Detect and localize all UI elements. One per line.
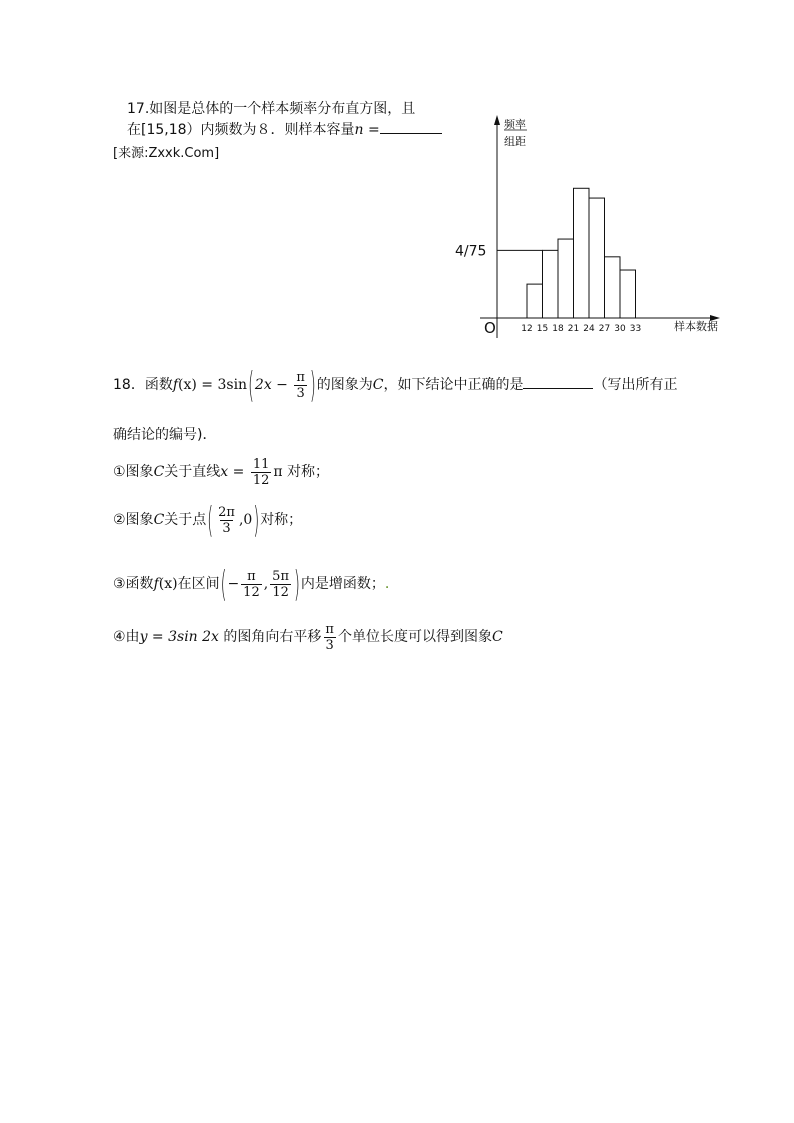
q17-line2 — [127, 119, 442, 139]
chart-layer — [455, 115, 720, 338]
item-1-pi: π — [273, 464, 283, 480]
q18-C: C — [372, 377, 384, 393]
item-1-mid: 关于直线 — [164, 464, 221, 480]
item-3-pre: ③函数 — [113, 576, 154, 592]
item-3-n2: 5π — [272, 568, 289, 584]
item-4 — [113, 617, 503, 657]
q18-line2: 确结论的编号)． — [113, 427, 217, 443]
histogram-bar — [605, 257, 621, 318]
q18-frac-den: 3 — [296, 385, 305, 401]
x-tick-label: 30 — [614, 324, 626, 334]
item-4-mid: 的图角向右平移 — [218, 629, 322, 645]
item-2-pre: ②图象 — [113, 512, 154, 528]
q18-number: 18．函数 — [113, 377, 173, 393]
item-4-C: C — [491, 629, 503, 645]
item-1-post: 对称； — [282, 464, 330, 480]
item-3-f: f — [153, 576, 159, 592]
histogram-bar — [620, 270, 636, 318]
item-3-minus: − — [227, 576, 240, 592]
item-2-num: 2π — [218, 504, 235, 520]
item-1-eq: = — [228, 464, 249, 480]
q17-equals: = — [363, 122, 380, 138]
item-3-lparen: ( — [220, 562, 227, 606]
item-3-post: 内是增函数； — [300, 576, 385, 592]
x-tick-label: 15 — [536, 324, 549, 334]
histogram-chart — [440, 105, 740, 345]
histogram-bar — [589, 198, 605, 318]
item-3-n1: π — [247, 568, 256, 584]
item-1-C: C — [153, 464, 165, 480]
q18-rparen: ) — [309, 363, 316, 407]
q17-source: [来源:Zxxk.Com] — [113, 146, 220, 161]
item-1 — [113, 452, 329, 492]
item-3-d1: 12 — [243, 584, 260, 600]
item-4-pre: ④由 — [113, 629, 140, 645]
item-2-den: 3 — [222, 520, 231, 536]
item-2-mid: 关于点 — [164, 512, 207, 528]
q18-rest: ，如下结论中正确的是 — [383, 377, 524, 393]
histogram-bar — [527, 284, 543, 318]
item-4-num: π — [325, 621, 334, 637]
item-3-dot: . — [384, 576, 390, 592]
item-1-den: 12 — [252, 472, 270, 488]
q18-after: 的图象为 — [316, 377, 373, 393]
item-3 — [113, 564, 389, 604]
item-2-C: C — [153, 512, 165, 528]
x-tick-label: 24 — [583, 324, 595, 334]
item-3-rparen: ) — [294, 562, 300, 606]
x-axis-label: 样本数据 — [674, 320, 718, 333]
q18-frac-num: π — [296, 369, 305, 385]
y-label-top: 频率 — [504, 118, 526, 131]
x-tick-label: 33 — [629, 324, 642, 334]
q18-pi-over-3 — [294, 370, 307, 401]
item-3-fx-arg: (x) — [158, 576, 178, 592]
x-tick-label: 18 — [552, 324, 564, 334]
q18-lparen: ( — [248, 363, 254, 407]
item-3-d2: 12 — [272, 584, 289, 600]
q18-tail: （写出所有正 — [593, 377, 678, 393]
x-tick-label: 21 — [567, 324, 580, 334]
item-2-zero: ,0 — [238, 512, 253, 528]
item-4-expr: y = 3sin 2x — [139, 629, 219, 645]
q18-line1 — [113, 365, 677, 405]
q18-fx-arg: (x) — [178, 377, 197, 393]
item-1-x: x — [220, 464, 229, 480]
y-axis-arrow — [494, 115, 500, 125]
q17-line1: 17.如图是总体的一个样本频率分布直方图，且 — [127, 101, 416, 117]
item-3-frac-1 — [241, 569, 262, 600]
item-2-post: 对称； — [260, 512, 303, 528]
item-2-frac — [216, 505, 237, 536]
item-4-den: 3 — [325, 637, 334, 653]
item-4-post: 个单位长度可以得到图象 — [337, 629, 492, 645]
q17-answer-blank — [380, 133, 442, 134]
histogram-bar — [574, 188, 590, 318]
item-2-rparen: ) — [253, 498, 260, 542]
item-1-pre: ①图象 — [113, 464, 154, 480]
item-3-comma: , — [263, 576, 269, 592]
item-3-frac-2 — [270, 569, 291, 600]
x-tick-label: 27 — [598, 324, 611, 334]
item-1-num: 11 — [252, 456, 270, 472]
origin-label: O — [484, 319, 496, 337]
histogram-bar — [558, 239, 574, 318]
item-2-lparen: ( — [207, 498, 214, 542]
q18-eq: = 3sin — [196, 377, 248, 393]
x-tick-label: 12 — [521, 324, 533, 334]
item-3-mid: 在区间 — [177, 576, 220, 592]
q18-answer-blank — [523, 388, 593, 389]
q17-var-n: n — [354, 122, 364, 138]
item-4-frac — [323, 622, 336, 653]
ref-label: 4/75 — [455, 243, 487, 260]
histogram-bar — [543, 250, 559, 318]
q18-inner: 2x − — [254, 377, 293, 393]
q18-f: f — [172, 377, 179, 393]
y-label-bottom: 组距 — [504, 135, 526, 148]
q17-line2-text: 在[15,18）内频数为８．则样本容量 — [127, 122, 355, 138]
item-2 — [113, 500, 302, 540]
